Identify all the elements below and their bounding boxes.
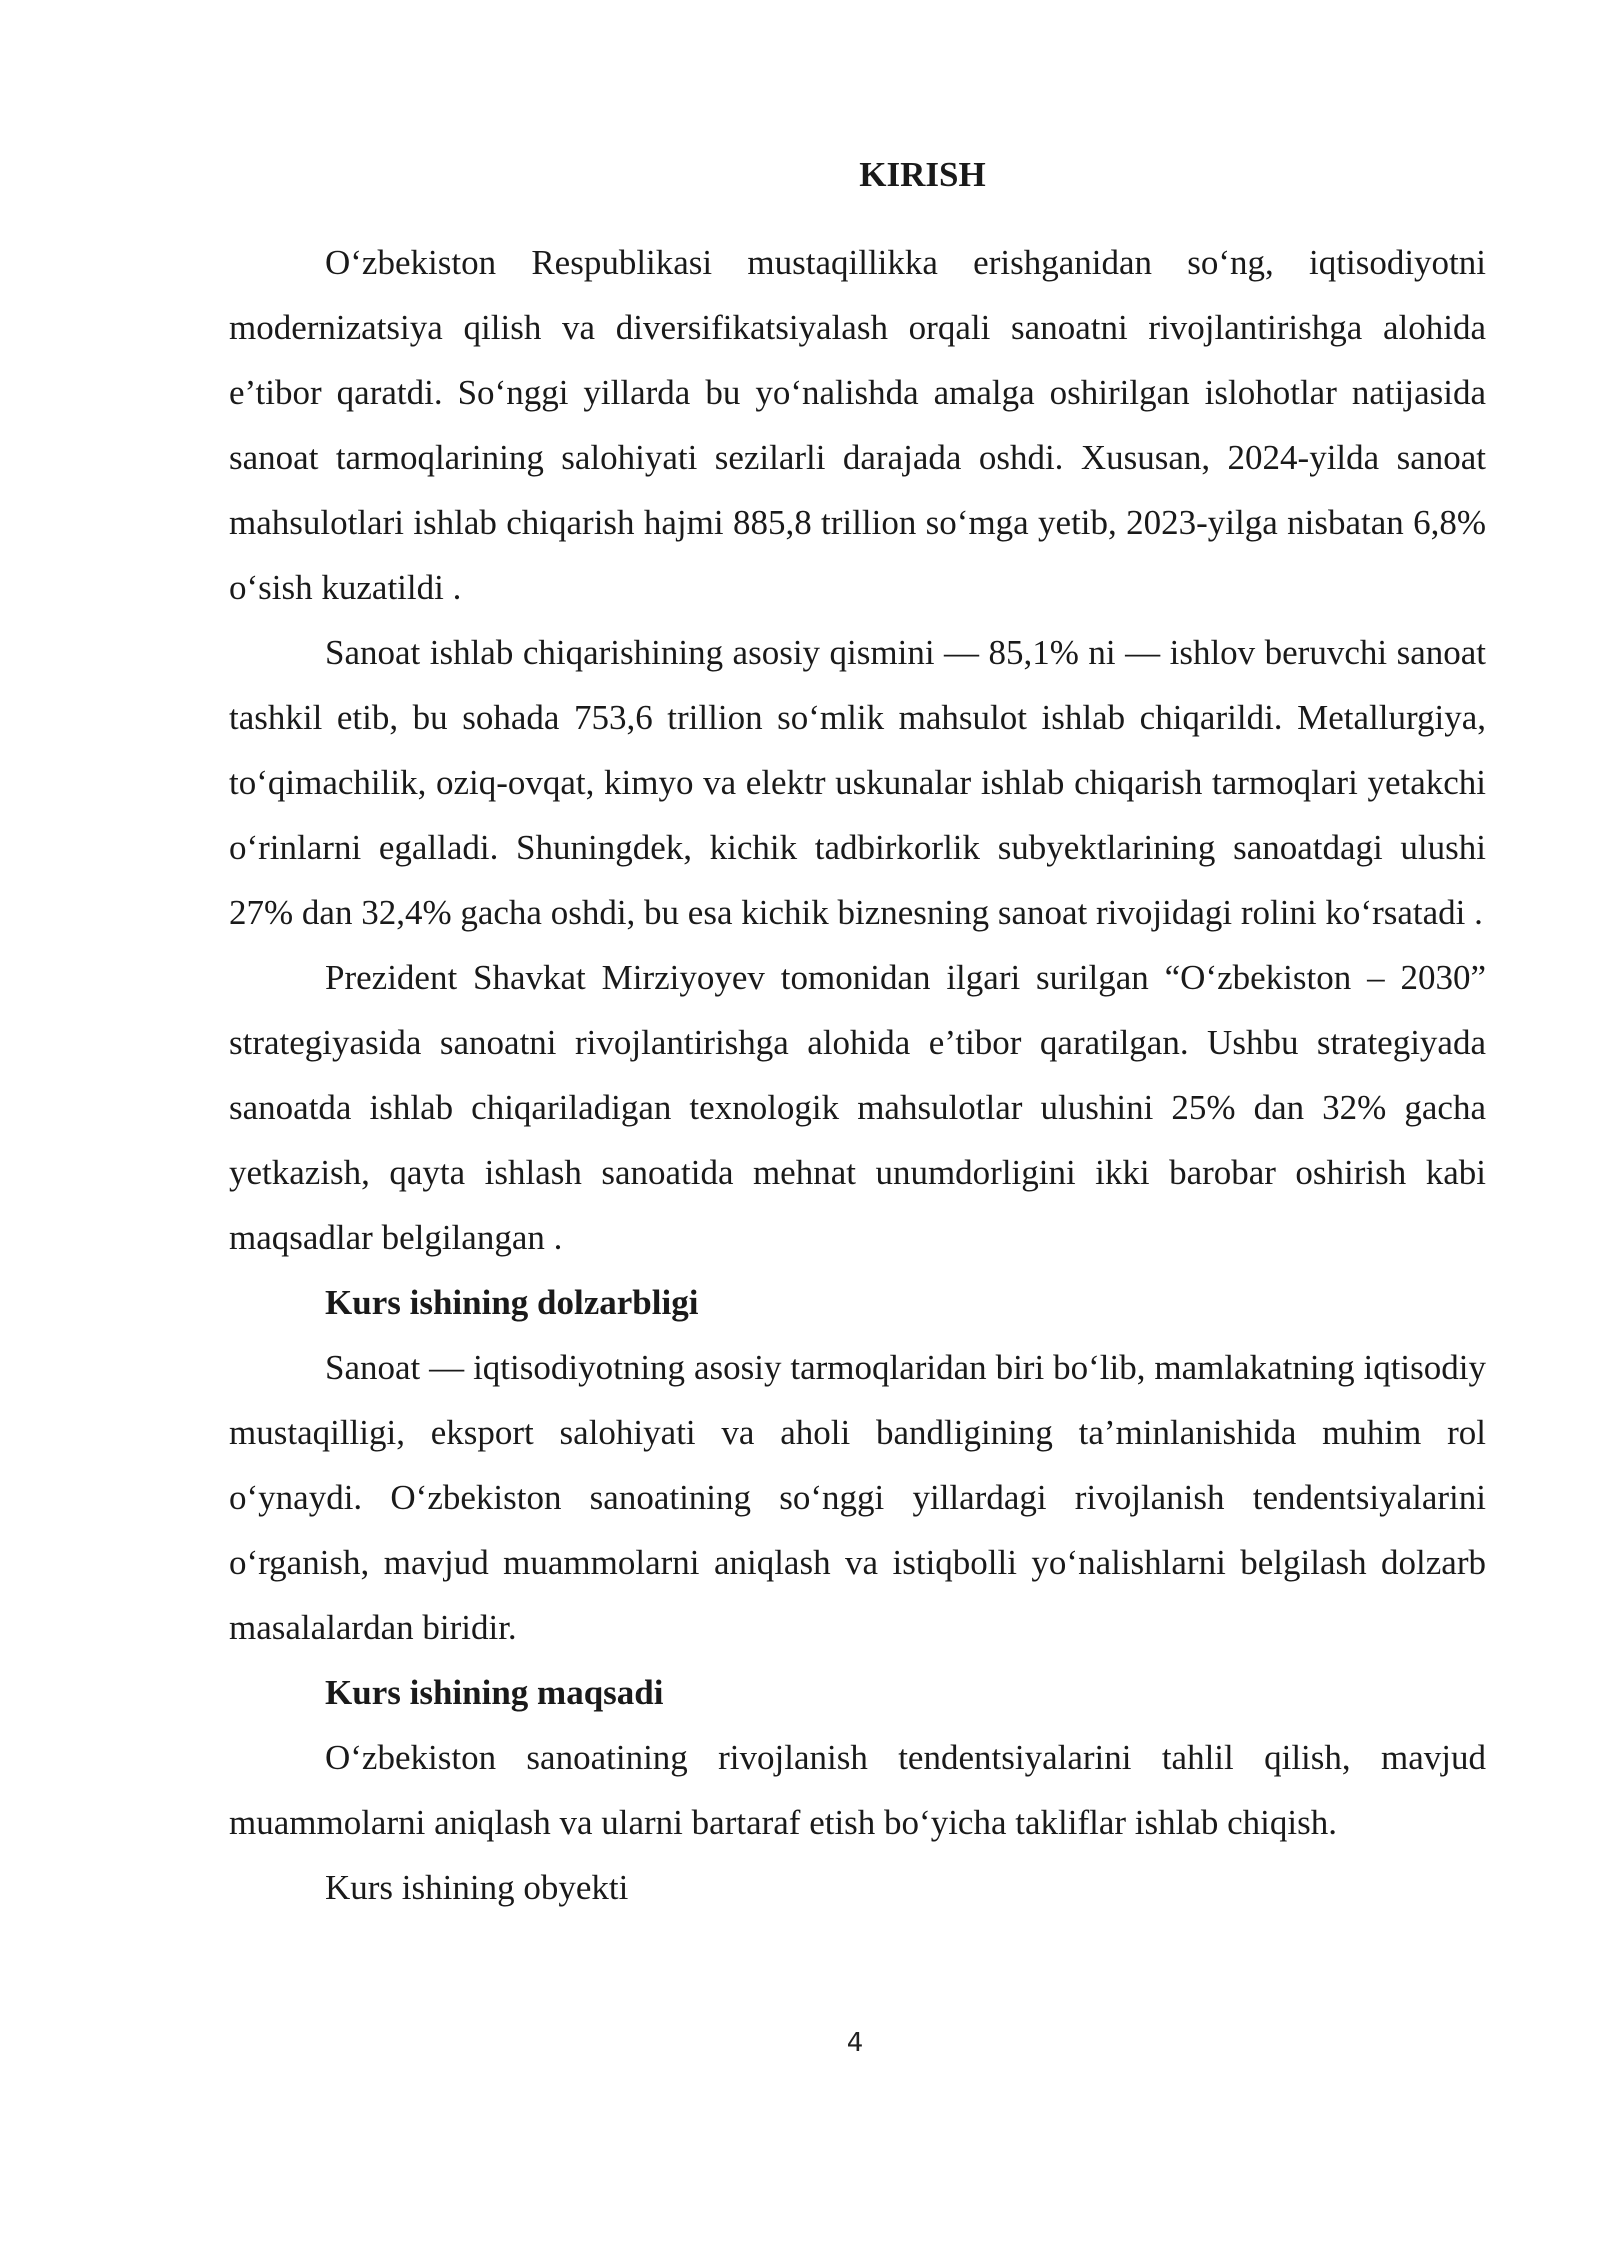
intro-paragraph-3: Prezident Shavkat Mirziyoyev tomonidan ilgari surilgan “O‘zbekiston – 2030” strategiyasida sanoatni rivojlantirishga alohida e’tibor qaratilgan. Ushbu strategiyada sanoatda ishlab chiqariladigan texnologik mahsulotlar ulushini 25% dan 32% gacha yetkazish, qayta ishlash sanoatida mehnat unumdorligini ikki barobar oshirish kabi maqsadlar belgilangan .: [229, 958, 1486, 1257]
page-content: [229, 150, 1486, 1920]
intro-paragraph-1: O‘zbekiston Respublikasi mustaqillikka erishganidan so‘ng, iqtisodiyotni modernizatsiya qilish va diversifikatsiyalash orqali sanoatni rivojlantirishga alohida e’tibor qaratdi. So‘nggi yillarda bu yo‘nalishda amalga oshirilgan islohotlar natijasida sanoat tarmoqlarining salohiyati sezilarli darajada oshdi. Xususan, 2024-yilda sanoat mahsulotlari ishlab chiqarish hajmi 885,8 trillion so‘mga yetib, 2023-yilga nisbatan 6,8% o‘sish kuzatildi .: [229, 243, 1486, 607]
relevance-paragraph: Sanoat — iqtisodiyotning asosiy tarmoqlaridan biri bo‘lib, mamlakatning iqtisodiy mustaqilligi, eksport salohiyati va aholi bandligining ta’minlanishida muhim rol o‘ynaydi. O‘zbekiston sanoatining so‘nggi yillardagi rivojlanish tendentsiyalarini o‘rganish, mavjud muammolarni aniqlash va istiqbolli yo‘nalishlarni belgilash dolzarb masalalardan biridir.: [229, 1348, 1486, 1647]
goal-heading: Kurs ishining maqsadi: [325, 1673, 664, 1712]
page-number: 4: [846, 2028, 864, 2058]
intro-paragraph-2: Sanoat ishlab chiqarishining asosiy qismini — 85,1% ni — ishlov beruvchi sanoat tashkil etib, bu sohada 753,6 trillion so‘mlik mahsulot ishlab chiqarildi. Metallurgiya, to‘qimachilik, oziq-ovqat, kimyo va elektr uskunalar ishlab chiqarish tarmoqlari yetakchi o‘rinlarni egalladi. Shuningdek, kichik tadbirkorlik subyektlarining sanoatdagi ulushi 27% dan 32,4% gacha oshdi, bu esa kichik biznesning sanoat rivojidagi rolini ko‘rsatadi .: [229, 633, 1486, 932]
page-title: KIRISH: [859, 155, 986, 194]
object-heading: Kurs ishining obyekti: [325, 1868, 629, 1907]
goal-paragraph: O‘zbekiston sanoatining rivojlanish tendentsiyalarini tahlil qilish, mavjud muammolarni aniqlash va ularni bartaraf etish bo‘yicha takliflar ishlab chiqish.: [229, 1738, 1486, 1842]
relevance-heading: Kurs ishining dolzarbligi: [325, 1283, 699, 1322]
